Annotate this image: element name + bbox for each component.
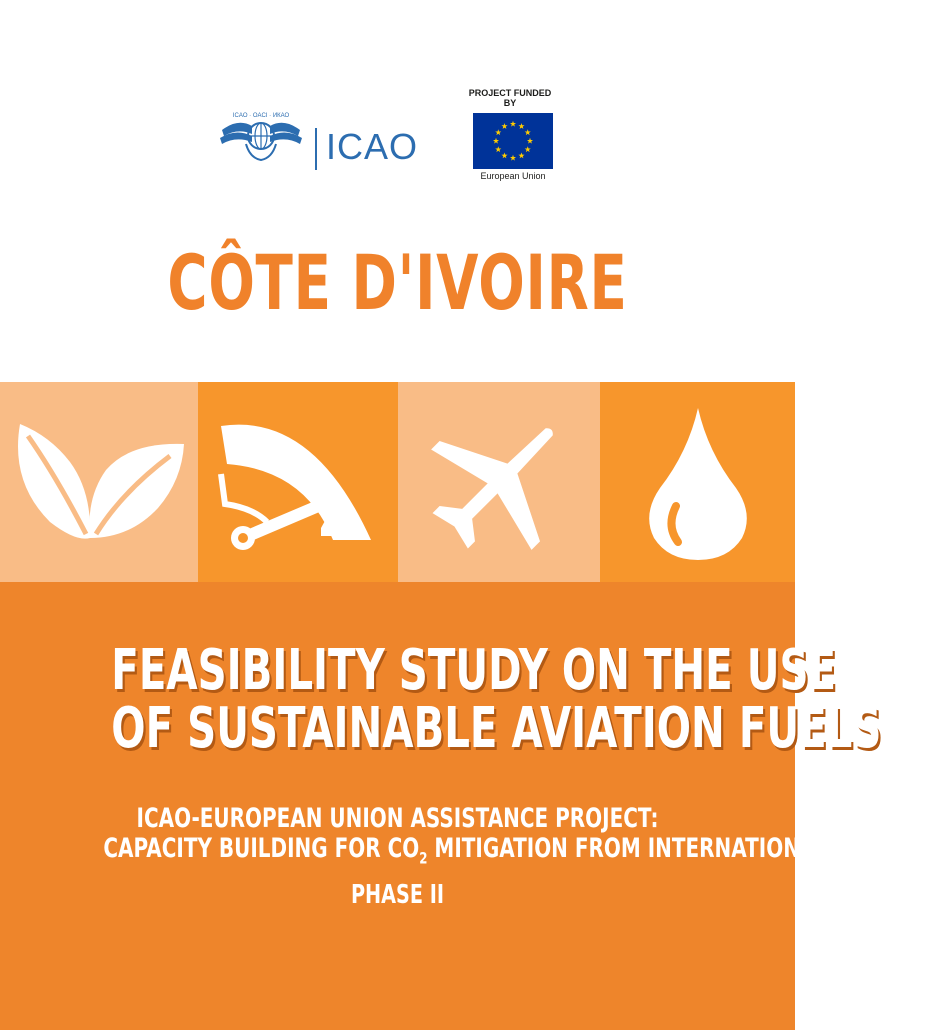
eu-funded-label: PROJECT FUNDED BY: [468, 88, 552, 108]
icao-wordmark: ICAO: [326, 126, 419, 167]
tile-gauge: [198, 382, 398, 582]
leaf-icon: [10, 422, 188, 542]
icon-row: [0, 382, 795, 582]
country-title: CÔTE D'IVOIRE: [167, 238, 628, 327]
study-title-line2: OF SUSTAINABLE AVIATION FUELS: [111, 696, 882, 761]
subtitle-co2-subscript: 2: [419, 848, 428, 868]
icao-logo: [218, 108, 419, 170]
tile-airplane: [398, 382, 600, 582]
eu-name: European Union: [480, 171, 546, 181]
tile-leaf: [0, 382, 198, 582]
logo-bar: [0, 88, 795, 181]
fuel-drop-icon: [638, 402, 758, 562]
phase-label: PHASE II: [350, 880, 445, 910]
project-subtitle-line2: [103, 833, 941, 873]
icao-emblem-text: ICAO · OACI · ИКАО: [232, 113, 290, 119]
project-subtitle: [0, 803, 941, 873]
subtitle-line2-post: MITIGATION FROM INTERNATIONAL AVIATION: [427, 833, 941, 864]
tile-fuel-drop: [600, 382, 795, 582]
study-title: [0, 638, 882, 761]
gauge-icon: [213, 412, 383, 552]
airplane-icon: [424, 407, 574, 557]
cover-panel: [0, 582, 941, 1030]
project-subtitle-line1: ICAO-EUROPEAN UNION ASSISTANCE PROJECT:: [136, 803, 659, 834]
subtitle-line2-pre: CAPACITY BUILDING FOR CO: [103, 833, 420, 864]
study-title-line1: FEASIBILITY STUDY ON THE USE: [111, 638, 837, 703]
icao-emblem-icon: [218, 108, 304, 170]
eu-flag-icon: [473, 113, 553, 169]
eu-funding-logo: [468, 88, 558, 181]
icao-divider: [315, 128, 317, 170]
